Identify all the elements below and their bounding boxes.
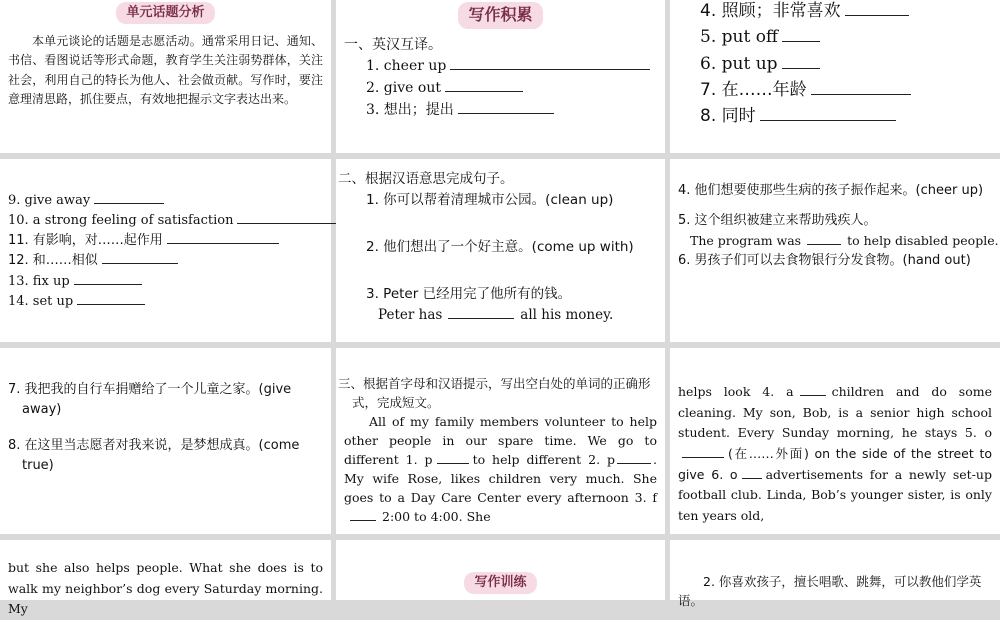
answer-blank[interactable] bbox=[760, 108, 896, 121]
vocab-item-5: 5. put off bbox=[678, 24, 992, 50]
answer-blank[interactable] bbox=[800, 383, 826, 396]
section-one-heading: 一、英汉互译。 bbox=[344, 36, 442, 53]
vocab-panel-top-right bbox=[670, 0, 1000, 153]
answer-blank[interactable] bbox=[782, 29, 820, 42]
sentence-panel-right bbox=[670, 159, 1000, 342]
answer-blank[interactable] bbox=[94, 191, 164, 204]
sentence-8: 8. 在这里当志愿者对我来说，是梦想成真。(come true) bbox=[8, 438, 300, 474]
topic-analysis-panel bbox=[0, 0, 331, 153]
passage-text: All of my family members volunteer to help other people in our spare time. We go to different 1. p to help different 2. p . My wife Rose, likes children very much. She goes to a Day Care Center every afternoon 3. f2:00 to 4:00. She bbox=[344, 414, 657, 524]
answer-blank[interactable] bbox=[445, 79, 523, 92]
answer-blank[interactable] bbox=[77, 292, 145, 305]
answer-blank[interactable] bbox=[450, 57, 650, 70]
answer-blank[interactable] bbox=[782, 56, 820, 69]
sentence-5: 5. 这个组织被建立来帮助残疾人。 bbox=[678, 213, 877, 229]
sentence-panel-low-left bbox=[0, 348, 331, 534]
passage-bottom-text: but she also helps people. What she does is to walk my neighbor’s dog every Saturday morning. My bbox=[8, 560, 323, 617]
answer-blank[interactable] bbox=[102, 251, 178, 264]
section-two-heading: 二、根据汉语意思完成句子。 bbox=[338, 171, 514, 187]
writing-practice-panel bbox=[336, 540, 665, 600]
passage-panel bbox=[336, 348, 665, 534]
writing-task-2: 2. 你喜欢孩子，擅长唱歌、跳舞，可以教他们学英语。 bbox=[678, 574, 982, 609]
sentence-completion-panel bbox=[336, 159, 665, 342]
vocab-item-10: 10. a strong feeling of satisfaction bbox=[8, 211, 323, 231]
answer-blank[interactable] bbox=[448, 306, 514, 319]
sentence-1: 1. 你可以帮着清理城市公园。(clean up) bbox=[366, 191, 614, 208]
vocab-item-11: 11. 有影响，对……起作用 bbox=[8, 231, 323, 251]
sentence-4: 4. 他们想要使那些生病的孩子振作起来。(cheer up) bbox=[678, 183, 984, 198]
answer-blank[interactable] bbox=[742, 466, 762, 479]
sentence-6: 6. 男孩子们可以去食物银行分发食物。(hand out) bbox=[678, 252, 971, 268]
answer-blank[interactable] bbox=[350, 508, 376, 521]
answer-blank[interactable] bbox=[807, 232, 841, 245]
answer-blank[interactable] bbox=[458, 101, 554, 114]
passage-continued-text: helps look 4. a children and do some cleaning. My son, Bob, is a senior high school student. Every Sunday morning, he stays 5. o(在……外面) on the side of the street to give 6. o advertisements for a newly set-up football club. Linda, Bob’s younger sister, is only ten years old, bbox=[678, 384, 992, 523]
answer-blank[interactable] bbox=[437, 451, 469, 464]
answer-blank[interactable] bbox=[845, 3, 909, 16]
sentence-2: 2. 他们想出了一个好主意。(come up with) bbox=[366, 238, 634, 255]
passage-bottom-panel bbox=[0, 540, 331, 617]
sentence-3: 3. Peter 已经用完了他所有的钱。 bbox=[366, 285, 572, 302]
answer-blank[interactable] bbox=[74, 272, 142, 285]
vocab-item-3: 3. 想出；提出 bbox=[344, 100, 657, 122]
writing-practice-title: 写作训练 bbox=[464, 572, 536, 594]
sentence-5-english: The program was to help disabled people. bbox=[690, 233, 999, 249]
topic-analysis-title: 单元话题分析 bbox=[116, 2, 214, 24]
writing-accumulation-panel bbox=[336, 0, 665, 153]
vocab-item-14: 14. set up bbox=[8, 292, 323, 312]
vocab-item-4: 4. 照顾；非常喜欢 bbox=[678, 0, 992, 24]
vocab-item-13: 13. fix up bbox=[8, 272, 323, 292]
answer-blank[interactable] bbox=[167, 231, 279, 244]
vocab-item-9: 9. give away bbox=[8, 191, 323, 211]
vocab-item-7: 7. 在……年龄 bbox=[678, 77, 992, 103]
vocab-item-2: 2. give out bbox=[344, 78, 657, 100]
writing-task-panel bbox=[670, 540, 1000, 609]
answer-blank[interactable] bbox=[617, 451, 651, 464]
topic-analysis-text: 本单元谈论的话题是志愿活动。通常采用日记、通知、书信、看图说话等形式命题，教育学生关注弱势群体，关注社会，利用自己的特长为他人、社会做贡献。写作时，要注意理清思路，抓住要点，有效地把握示文字表达出来。 bbox=[8, 34, 323, 106]
vocab-item-12: 12. 和……相似 bbox=[8, 251, 323, 271]
section-three-heading: 三、根据首字母和汉语提示，写出空白处的单词的正确形式，完成短文。 bbox=[338, 376, 651, 410]
writing-accumulation-title: 写作积累 bbox=[458, 2, 542, 29]
answer-blank[interactable] bbox=[811, 82, 911, 95]
vocab-item-8: 8. 同时 bbox=[678, 103, 992, 129]
answer-blank[interactable] bbox=[682, 445, 724, 458]
vocab-panel-mid-left bbox=[0, 159, 331, 342]
vocab-item-6: 6. put up bbox=[678, 51, 992, 77]
vocab-item-1: 1. cheer up bbox=[344, 56, 657, 78]
sentence-7: 7. 我把我的自行车捐赠给了一个儿童之家。(give away) bbox=[8, 382, 292, 418]
passage-continued-panel bbox=[670, 348, 1000, 534]
sentence-3-english: Peter has all his money. bbox=[378, 306, 614, 323]
